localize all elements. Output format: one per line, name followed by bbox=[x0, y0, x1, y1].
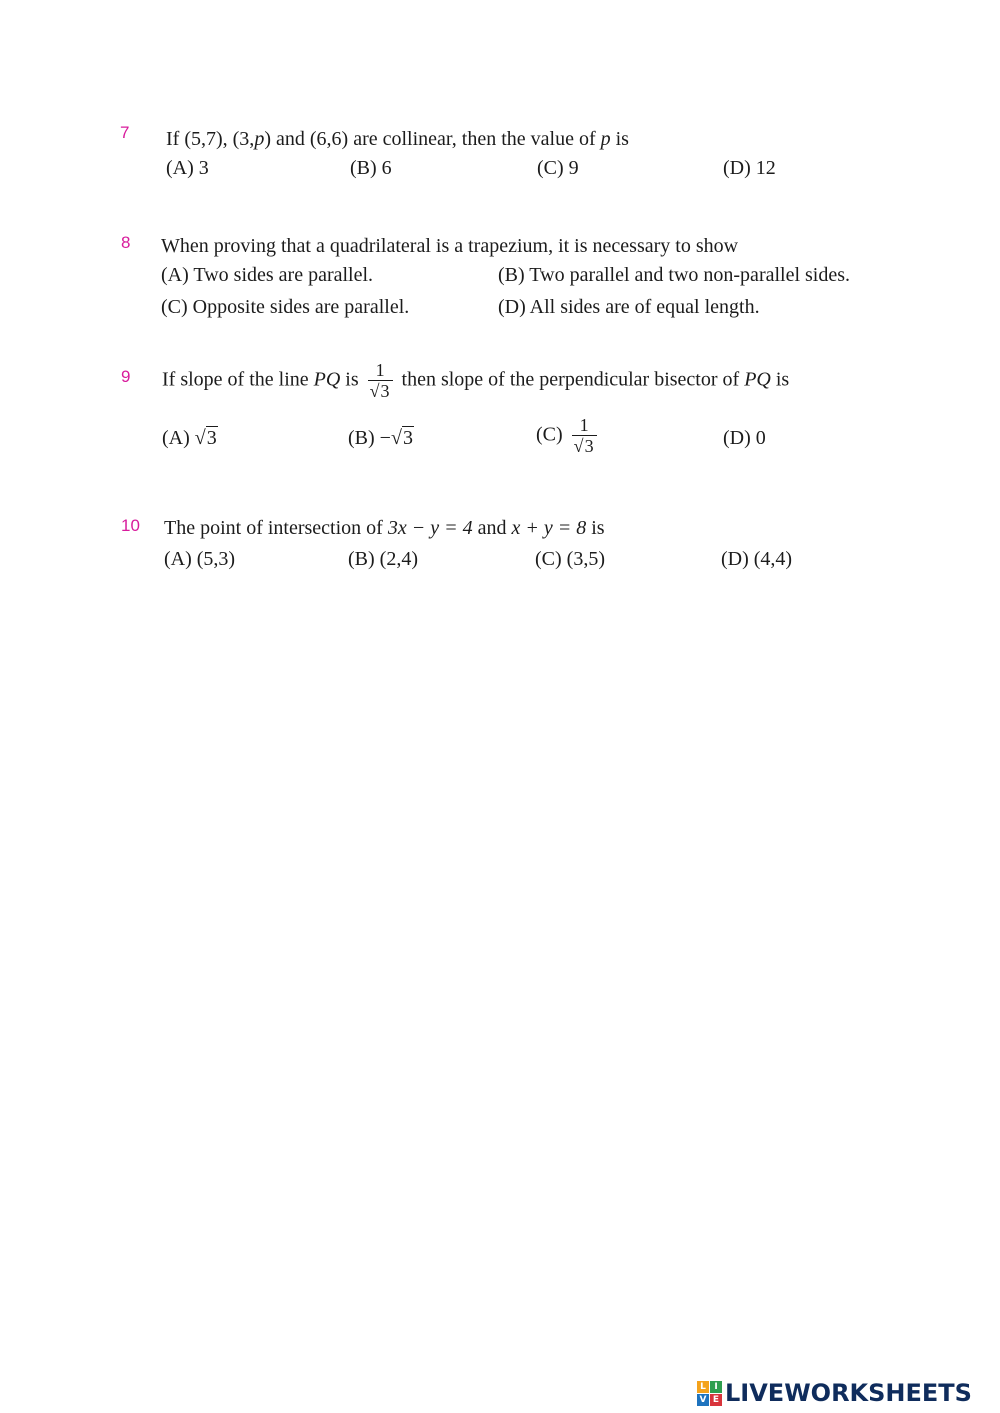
option-c[interactable]: (C) 9 bbox=[537, 157, 579, 179]
question-stem: If slope of the line PQ is $\frac{1}{√3}$ then slope of the perpendicular bisector of PQ is bbox=[162, 360, 790, 401]
option-b[interactable]: (B) −√3 bbox=[348, 427, 413, 449]
slope-fraction: $\frac{1}{√3}$ bbox=[368, 361, 393, 401]
question-number: 9 bbox=[121, 367, 131, 386]
option-a[interactable]: (A) Two sides are parallel. bbox=[161, 264, 374, 286]
option-a[interactable]: (A) √3 bbox=[162, 427, 217, 449]
logo-mark-icon: L I V E bbox=[697, 1381, 722, 1406]
option-d[interactable]: (D) 0 bbox=[723, 427, 766, 449]
question-stem: When proving that a quadrilateral is a trapezium, it is necessary to show bbox=[161, 235, 739, 257]
question-number: 7 bbox=[120, 123, 130, 142]
option-c[interactable]: (C) $\frac{1}{√3}$ bbox=[536, 416, 601, 456]
logo-text: LIVEWORKSHEETS bbox=[725, 1379, 972, 1407]
question-number: 8 bbox=[121, 233, 131, 252]
question-stem: The point of intersection of 3x − y = 4 and x + y = 8 is bbox=[164, 517, 605, 539]
option-d[interactable]: (D) (4,4) bbox=[721, 548, 793, 570]
option-d[interactable]: (D) All sides are of equal length. bbox=[498, 296, 760, 318]
option-a[interactable]: (A) 3 bbox=[166, 157, 209, 179]
option-b[interactable]: (B) Two parallel and two non-parallel sides. bbox=[498, 264, 851, 286]
liveworksheets-logo bbox=[697, 1377, 972, 1409]
option-c[interactable]: (C) (3,5) bbox=[535, 548, 605, 570]
option-b[interactable]: (B) 6 bbox=[350, 157, 392, 179]
option-d[interactable]: (D) 12 bbox=[723, 157, 776, 179]
option-b[interactable]: (B) (2,4) bbox=[348, 548, 418, 570]
option-c[interactable]: (C) Opposite sides are parallel. bbox=[161, 296, 410, 318]
option-a[interactable]: (A) (5,3) bbox=[164, 548, 236, 570]
question-stem: If (5,7), (3,p) and (6,6) are collinear, then the value of p is bbox=[166, 128, 629, 150]
question-number: 10 bbox=[121, 516, 140, 535]
